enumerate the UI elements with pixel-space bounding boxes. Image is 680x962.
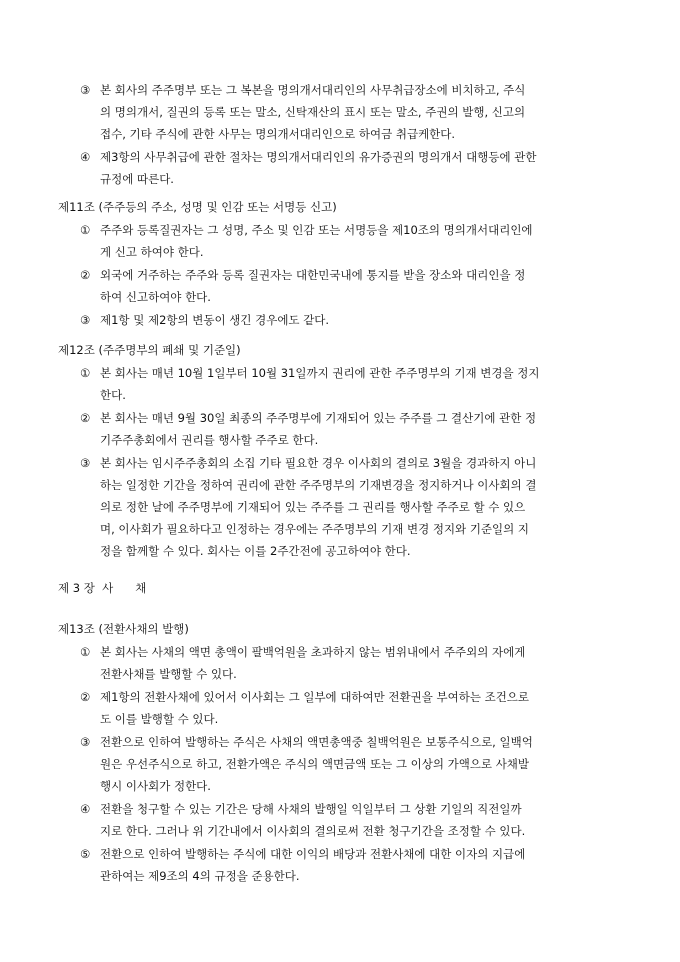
clause-number: ② <box>80 268 91 282</box>
clause-item <box>80 798 620 842</box>
clause-number: ③ <box>80 456 91 470</box>
clause-number: ④ <box>80 150 91 164</box>
clause-item <box>80 407 620 451</box>
clause-number: ① <box>80 645 91 659</box>
clause-item <box>80 452 620 562</box>
clause-text-line: 본 회사는 매년 10월 1일부터 10월 31일까지 권리에 관한 주주명부의 기재 변경을 정지 <box>100 366 540 380</box>
clause-number: ⑤ <box>80 847 91 861</box>
clause-text-line: 하여 신고하여야 한다. <box>100 290 211 304</box>
clause-number: ② <box>80 411 91 425</box>
clause-text-line: 전환으로 인하여 발행하는 주식에 대한 이익의 배당과 전환사채에 대한 이자의 지급에 <box>100 847 526 861</box>
clause-text-line: 제1항 및 제2항의 변동이 생긴 경우에도 같다. <box>100 313 330 327</box>
clause-text-line: 의로 정한 날에 주주명부에 기재되어 있는 주주를 그 권리를 행사할 주주로 할 수 있으 <box>100 500 526 514</box>
article-heading: 제13조 (전환사채의 발행) <box>58 622 189 636</box>
clause-number: ③ <box>80 83 91 97</box>
clause-text-line: 주주와 등록질권자는 그 성명, 주소 및 인감 또는 서명등을 제10조의 명의개서대리인에 <box>100 223 533 237</box>
clause-item <box>80 843 620 887</box>
clause-item <box>80 641 620 685</box>
clause-text-line: 전환을 청구할 수 있는 기간은 당해 사채의 발행일 익일부터 그 상환 기일의 직전일까 <box>100 802 522 816</box>
clause-number: ① <box>80 366 91 380</box>
clause-text-line: 본 회사는 사채의 액면 총액이 팔백억원을 초과하지 않는 범위내에서 주주외의 자에게 <box>100 645 526 659</box>
clause-text-line: 한다. <box>100 388 126 402</box>
article-heading: 제12조 (주주명부의 폐쇄 및 기준일) <box>58 343 241 357</box>
clause-text-line: 의 명의개서, 질권의 등록 또는 말소, 신탁재산의 표시 또는 말소, 주권의 발행, 신고의 <box>100 105 526 119</box>
clause-text-line: 본 회사의 주주명부 또는 그 복본을 명의개서대리인의 사무취급장소에 비치하고, 주식 <box>100 83 526 97</box>
clause-item <box>80 146 620 190</box>
clause-item <box>80 264 620 308</box>
clause-text-line: 며, 이사회가 필요하다고 인정하는 경우에는 주주명부의 기재 변경 정지와 기준일의 지 <box>100 522 530 536</box>
clause-item <box>80 219 620 263</box>
clause-item <box>80 686 620 730</box>
clause-item <box>80 731 620 797</box>
clause-text-line: 기주주총회에서 권리를 행사할 주주로 한다. <box>100 433 319 447</box>
clause-text-line: 도 이를 발행할 수 있다. <box>100 712 219 726</box>
clause-number: ③ <box>80 735 91 749</box>
clause-item <box>80 309 620 331</box>
clause-text-line: 정을 함께할 수 있다. 회사는 이를 2주간전에 공고하여야 한다. <box>100 544 411 558</box>
clause-text-line: 원은 우선주식으로 하고, 전환가액은 주식의 액면금액 또는 그 이상의 가액으로 사채발 <box>100 757 530 771</box>
clause-text-line: 본 회사는 매년 9월 30일 최종의 주주명부에 기재되어 있는 주주를 그 결산기에 관한 정 <box>100 411 537 425</box>
clause-number: ① <box>80 223 91 237</box>
clause-text-line: 전환사채를 발행할 수 있다. <box>100 667 237 681</box>
clause-number: ④ <box>80 802 91 816</box>
clause-text-line: 본 회사는 임시주주총회의 소집 기타 필요한 경우 이사회의 결의로 3월을 경과하지 아니 <box>100 456 537 470</box>
clause-text-line: 하는 일정한 기간을 정하여 권리에 관한 주주명부의 기재변경을 정지하거나 이사회의 결 <box>100 478 537 492</box>
chapter-heading: 제 3 장 사 채 <box>58 581 147 595</box>
article-heading: 제11조 (주주등의 주소, 성명 및 인감 또는 서명등 신고) <box>58 200 337 214</box>
clause-item <box>80 79 620 145</box>
clause-text-line: 행시 이사회가 정한다. <box>100 779 211 793</box>
clause-text-line: 외국에 거주하는 주주와 등록 질권자는 대한민국내에 통지를 받을 장소와 대리인을 정 <box>100 268 526 282</box>
clause-number: ② <box>80 690 91 704</box>
clause-text-line: 게 신고 하여야 한다. <box>100 245 204 259</box>
clause-text-line: 관하여는 제9조의 4의 규정을 준용한다. <box>100 869 300 883</box>
clause-text-line: 접수, 기타 주식에 관한 사무는 명의개서대리인으로 하여금 취급케한다. <box>100 127 456 141</box>
clause-text-line: 전환으로 인하여 발행하는 주식은 사채의 액면총액중 칠백억원은 보통주식으로, 일백억 <box>100 735 533 749</box>
clause-item <box>80 362 620 406</box>
clause-number: ③ <box>80 313 91 327</box>
clause-text-line: 지로 한다. 그러나 위 기간내에서 이사회의 결의로써 전환 청구기간을 조정할 수 있다. <box>100 824 526 838</box>
clause-text-line: 제1항의 전환사채에 있어서 이사회는 그 일부에 대하여만 전환권을 부여하는 조건으로 <box>100 690 530 704</box>
clause-text-line: 규정에 따른다. <box>100 172 174 186</box>
clause-text-line: 제3항의 사무취급에 관한 절차는 명의개서대리인의 유가증권의 명의개서 대행등에 관한 <box>100 150 537 164</box>
